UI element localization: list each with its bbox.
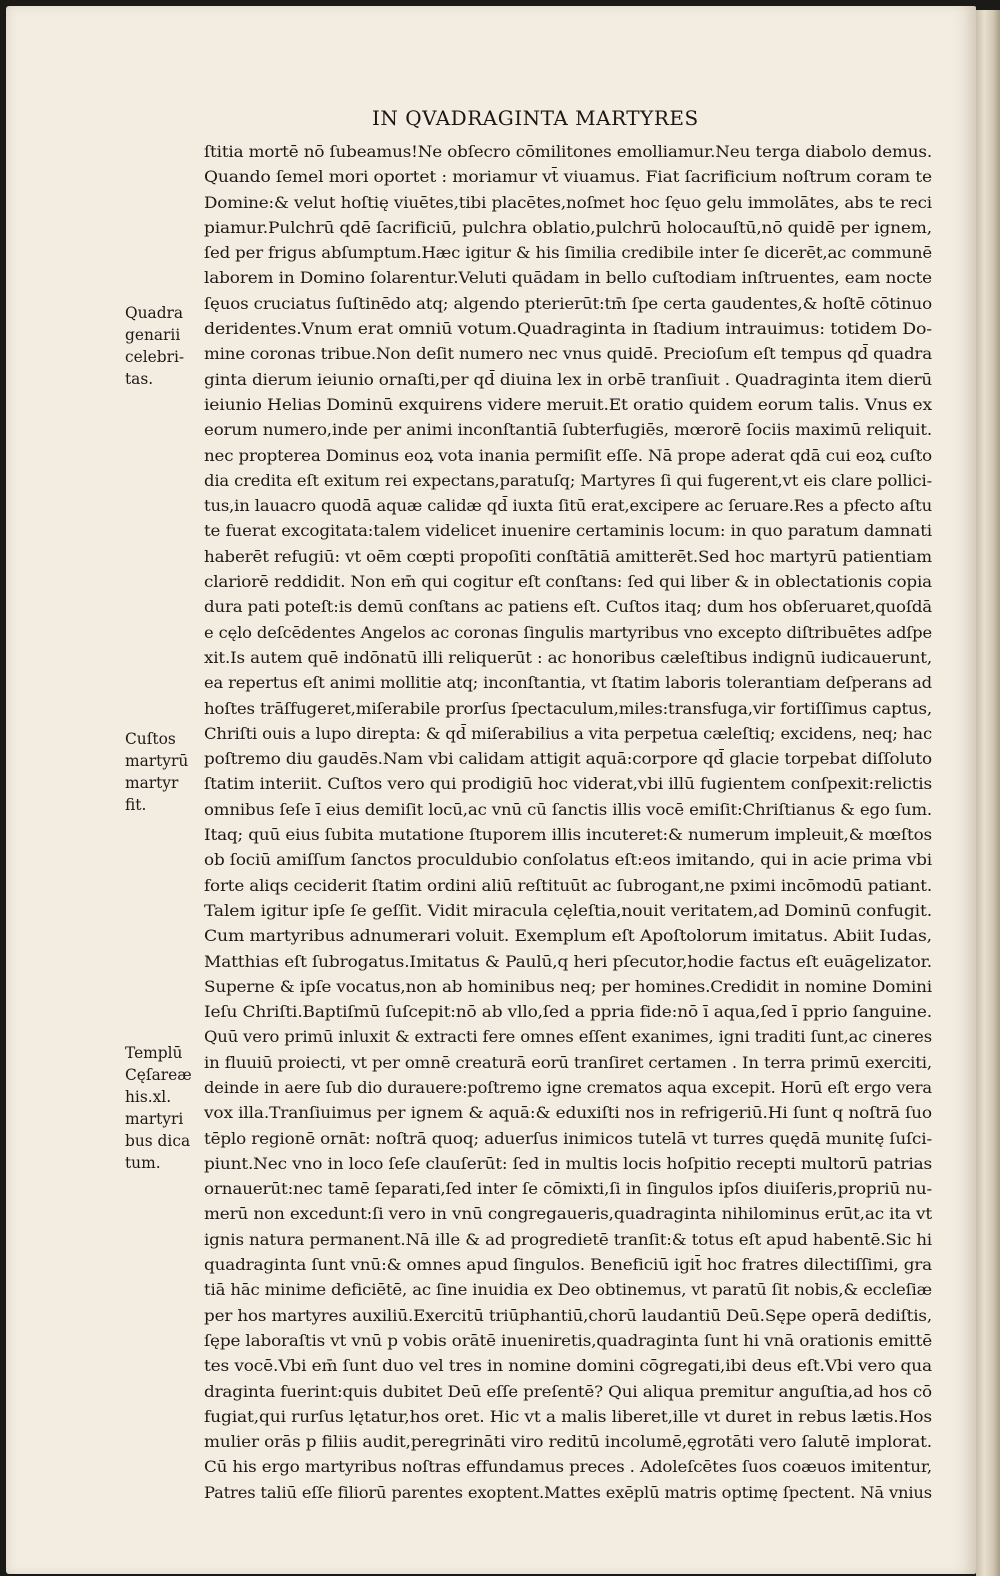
text-line: mulier orās p filiis audit,peregrināti viro reditū incolumē,ęgrotāti vero ſalutē implorat.	[204, 1433, 932, 1452]
text-line: poſtremo diu gaudēs.Nam vbi calidam attigit aquā:corpore qd̄ glacie torpebat diſſoluto	[204, 750, 932, 769]
margin-note-templum-caesareae	[125, 1042, 192, 1174]
text-line: ſępe laboraſtis vt vnū p vobis orātē inueniretis,quadraginta ſunt hi vnā orationis emittē	[204, 1331, 932, 1350]
text-line: in fluuiū proiecti, vt per omnē creaturā eorū tranſiret certamen . In terra primū exerciti,	[204, 1053, 932, 1072]
text-line: te fuerat excogitata:talem videlicet inuenire certaminis locum: in quo paratum damnati	[204, 522, 932, 541]
text-line: ſtatim interiit. Cuſtos vero qui prodigiū hoc viderat,vbi illū fugientem conſpexit:relictis	[204, 775, 932, 794]
text-line: ginta dierum ieiunio ornaſti,per qd̄ diuina lex in orbē tranſiuit . Quadraginta item dierū	[204, 370, 932, 389]
text-line: Matthias eſt ſubrogatus.Imitatus & Paulū,q heri pſecutor,hodie factus eſt euāgelizator.	[204, 952, 932, 971]
text-line: Ieſu Chriſti.Baptiſmū ſuſcepit:nō ab vllo,ſed a ppria fide:nō ī aqua,ſed ī pprio ſanguine.	[204, 1003, 932, 1022]
text-line: ſed per frigus abſumptum.Hæc igitur & his ſimilia credibile inter ſe dicerēt,ac communē	[204, 244, 932, 263]
text-line: merū non excedunt:ſi vero in vnū congregaueris,quadraginta nihilominus erūt,ac ita vt	[204, 1205, 932, 1224]
margin-note-line: martyr	[125, 774, 179, 792]
text-line: nec propterea Dominus eoꝝ vota inania permiſit eſſe. Nā prope aderat qdā cui eoꝝ cuſto	[204, 446, 932, 465]
text-line: Quando ſemel mori oportet : moriamur vt̄ viuamus. Fiat ſacrificium noſtrum coram te	[204, 168, 932, 187]
text-line: Domine:& velut hoſtię viuētes,tibi placētes,noſmet hoc ſęuo gelu immolātes, abs te reci	[204, 193, 932, 212]
text-line: ornauerūt:nec tamē ſeparati,ſed inter ſe cōmixti,ſi in ſingulos ipſos diuiſeris,propriū nu-	[204, 1180, 932, 1199]
margin-note-line: tas.	[125, 370, 154, 388]
text-line: dia credita eſt exitum rei expectans,paratuſq; Martyres ſi qui fugerent,vt eis clare pollici-	[204, 471, 932, 490]
text-line: ſtitia mortē nō ſubeamus!Ne obſecro cōmilitones emolliamur.Neu terga diabolo demus.	[204, 143, 932, 161]
text-line: Cum martyribus adnumerari voluit. Exemplum eſt Apoſtolorum imitatus. Abiit Iudas,	[204, 927, 932, 946]
text-line: ea repertus eſt animi mollitie atq; inconſtantia, vt ſtatim laboris tolerantiam deſperans ad	[204, 674, 932, 693]
text-line: per hos martyres auxiliū.Exercitū triūphantiū,chorū laudantiū Deū.Sępe operā dediſtis,	[204, 1306, 932, 1325]
text-line: hoſtes trāſfugeret,miſerabile prorſus ſpectaculum,miles:transfuga,vir fortiſſimus captus,	[204, 699, 932, 718]
text-line: tēplo regionē ornāt: noſtrā quoq; aduerſus inimicos tutelā vt turres quędā munitę ſuſci-	[204, 1129, 932, 1148]
text-line: eorum numero,inde per animi inconſtantiā ſubterfugiēs, mœrorē ſociis maximū reliquit.	[204, 421, 932, 440]
text-line: fugiat,qui rurſus lętatur,hos oret. Hic vt a malis liberet,ille vt duret in rebus lætis.Hos	[204, 1407, 932, 1426]
text-line: tiā hāc minime deficiētē, ac ſine inuidia ex Deo obtinemus, vt paratū ſit nobis,& eccleſiæ	[204, 1281, 932, 1300]
text-line: ignis natura permanent.Nā ille & ad progredietē tranſit:& totus eſt apud habentē.Sic hi	[204, 1230, 932, 1249]
margin-note-line: Cuſtos	[125, 730, 176, 748]
margin-note-line: celebri-	[125, 348, 185, 366]
running-header: IN QVADRAGINTA MARTYRES	[372, 106, 699, 130]
margin-note-line: his.xl.	[125, 1088, 172, 1106]
main-text-block	[204, 140, 932, 1506]
text-line: ſęuos cruciatus ſuſtinēdo atq; algendo pterierūt:tm̄ ſpe certa gaudentes,& hoſtē cōtinuo	[204, 294, 932, 313]
text-line: Talem igitur ipſe ſe geſſit. Vidit miracula cęleſtia,nouit veritatem,ad Dominū confugit.	[204, 901, 932, 920]
margin-note-quadragenarii	[125, 302, 184, 390]
margin-note-line: fit.	[125, 796, 147, 814]
margin-note-line: tum.	[125, 1154, 161, 1172]
text-line: xit.Is autem quē indōnatū illi reliquerūt : ac honoribus cæleſtibus indignū iudicauerunt,	[204, 648, 932, 667]
margin-note-line: Cęſareæ	[125, 1066, 192, 1084]
margin-note-line: Templū	[125, 1044, 183, 1062]
text-line: ob ſociū amiſſum ſanctos proculdubio conſolatus eſt:eos imitando, qui in acie prima vbi	[204, 851, 932, 870]
text-line: mine coronas tribue.Non deſit numero nec vnus quidē. Precioſum eſt tempus qd̄ quadra	[204, 345, 932, 364]
text-line: piunt.Nec vno in loco ſeſe clauſerūt: ſed in multis locis hoſpitio recepti multorū patrias	[204, 1154, 932, 1173]
text-line: forte aliqs ceciderit ſtatim ordini aliū reſtituūt ac ſubrogant,ne pximi incōmodū patiant.	[204, 876, 932, 895]
text-line: laborem in Domino ſolarentur.Veluti quādam in bello cuſtodiam inſtruentes, eam nocte	[204, 269, 932, 288]
text-line: tes vocē.Vbi em̄ ſunt duo vel tres in nomine domini cōgregati,ibi deus eſt.Vbi vero qua	[204, 1357, 932, 1376]
margin-note-line: genarii	[125, 326, 181, 344]
margin-note-custos-martyrum	[125, 728, 188, 816]
text-line: e cęlo deſcēdentes Angelos ac coronas ſingulis martyribus vno excepto diſtribuētes adſpe	[204, 623, 932, 642]
margin-note-line: martyri	[125, 1110, 184, 1128]
text-line: Quū vero primū inluxit & extracti fere omnes eſſent exanimes, igni traditi ſunt,ac cineres	[204, 1028, 932, 1047]
text-line: Patres taliū eſſe filiorū parentes exoptent.Mattes exēplū matris optimę ſpectent. Nā vnius	[204, 1483, 932, 1502]
text-line: Chriſti ouis a lupo direpta: & qd̄ miſerabilius a vita perpetua cæleſtiq; excidens, neq; hac	[204, 724, 932, 743]
text-line: clariorē reddidit. Non em̄ qui cogitur eſt conſtans: ſed qui liber & in oblectationis copia	[204, 573, 932, 592]
text-line: quadraginta ſunt vnū:& omnes apud ſingulos. Beneficiū igit̄ hoc fratres dilectiſſimi, gra	[204, 1256, 932, 1275]
text-line: haberēt refugiū: vt oēm cœpti propoſiti conſtātiā amitterēt.Sed hoc martyrū patientiam	[204, 547, 932, 566]
margin-note-line: martyrū	[125, 752, 189, 770]
text-line: Cū his ergo martyribus noſtras effundamus preces . Adoleſcētes ſuos coæuos imitentur,	[204, 1458, 932, 1477]
text-line: draginta fuerint:quis dubitet Deū eſſe preſentē? Qui aliqua premitur anguſtia,ad hos cō	[204, 1382, 932, 1401]
margin-note-line: bus dica	[125, 1132, 191, 1150]
page-edge	[976, 10, 1000, 1576]
text-line: piamur.Pulchrū qdē ſacrificiū, pulchra oblatio,pulchrū holocauſtū,nō quidē per ignem,	[204, 218, 932, 237]
text-line: deridentes.Vnum erat omniū votum.Quadraginta in ſtadium intrauimus: totidem Do-	[204, 320, 932, 339]
margin-note-line: Quadra	[125, 304, 184, 322]
text-line: vox illa.Tranſiuimus per ignem & aquā:& eduxiſti nos in refrigeriū.Hi ſunt q noſtrā ſuo	[204, 1104, 932, 1123]
text-line: dura pati poteſt:is demū conſtans ac patiens eſt. Cuſtos itaq; dum hos obſeruaret,quoſdā	[204, 598, 932, 617]
text-line: Superne & ipſe vocatus,non ab hominibus neq; per homines.Credidit in nomine Domini	[204, 977, 932, 996]
text-line: deinde in aere ſub dio durauere:poſtremo igne crematos aqua excepit. Horū eſt ergo vera	[204, 1078, 932, 1097]
text-line: Itaq; quū eius ſubita mutatione ſtuporem illis incuteret:& numerum impleuit,& mœſtos	[204, 826, 932, 845]
text-line: omnibus ſeſe ī eius demiſit locū,ac vnū cū ſanctis illis vocē emiſit:Chriſtianus & ego ſum.	[204, 800, 932, 819]
text-line: ieiunio Helias Dominū exquirens videre meruit.Et oratio quidem eorum talis. Vnus ex	[204, 395, 932, 414]
text-line: tus,in lauacro quodā aquæ calidæ qd̄ iuxta ſitū erat,excipere ac ſeruare.Res a pfecto aſtu	[204, 497, 932, 516]
